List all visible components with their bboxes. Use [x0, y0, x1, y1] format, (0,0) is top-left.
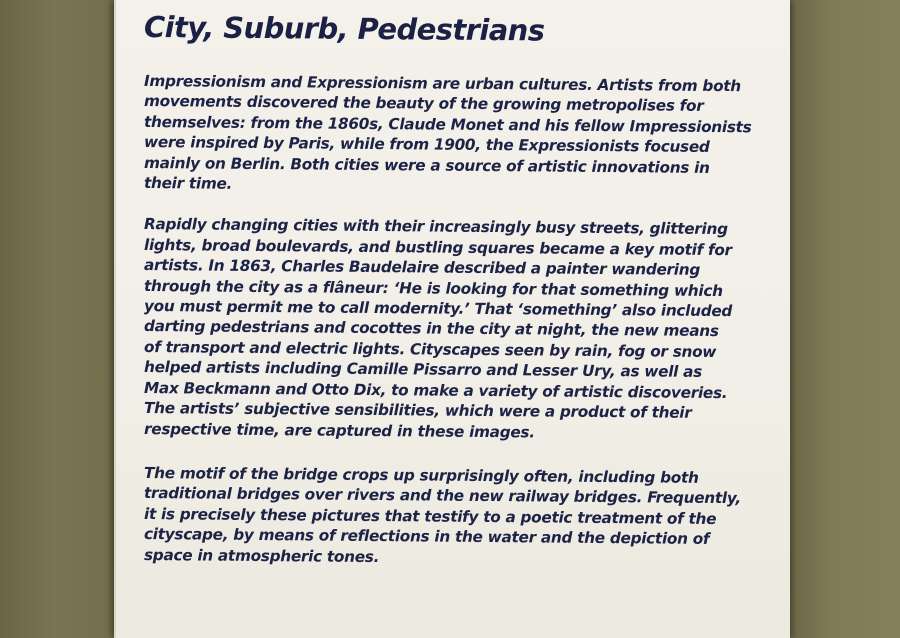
paragraph-3	[144, 463, 784, 571]
text-line: The artists’ subjective sensibilities, which were a product of their	[144, 399, 692, 422]
text-line: through the city as a flâneur: ‘He is looking for that something which	[144, 276, 723, 300]
text-line: cityscape, by means of reflections in the water and the depiction of	[144, 525, 710, 549]
text-line: were inspired by Paris, while from 1900, the Expressionists focused	[144, 133, 710, 157]
text-line: their time.	[144, 174, 233, 193]
text-line: Rapidly changing cities with their increasingly busy streets, glittering	[144, 215, 728, 239]
text-line: traditional bridges over rivers and the new railway bridges. Frequently,	[144, 484, 741, 508]
text-line: Max Beckmann and Otto Dix, to make a variety of artistic discoveries.	[144, 378, 728, 402]
panel-text	[144, 8, 784, 571]
text-line: lights, broad boulevards, and bustling squares became a key motif for	[144, 235, 732, 259]
text-line: movements discovered the beauty of the growing metropolises for	[144, 92, 704, 116]
text-line: helped artists including Camille Pissarro and Lesser Ury, as well as	[144, 358, 702, 382]
text-line: respective time, are captured in these images.	[144, 419, 535, 441]
text-line: artists. In 1863, Charles Baudelaire described a painter wandering	[144, 256, 700, 280]
text-line: mainly on Berlin. Both cities were a source of artistic innovations in	[144, 153, 710, 177]
paragraph-2	[144, 214, 784, 444]
text-line: Impressionism and Expressionism are urban cultures. Artists from both	[144, 72, 741, 96]
text-line: you must permit me to call modernity.’ That ‘something’ also included	[144, 297, 733, 321]
text-line: themselves: from the 1860s, Claude Monet and his fellow Impressionists	[144, 112, 752, 137]
text-line: darting pedestrians and cocottes in the city at night, the new means	[144, 317, 719, 341]
wall-right	[788, 0, 900, 638]
text-line: space in atmospheric tones.	[144, 545, 380, 566]
panel-edge	[114, 0, 116, 638]
text-line: The motif of the bridge crops up surprisingly often, including both	[144, 463, 699, 487]
text-line: of transport and electric lights. Cityscapes seen by rain, fog or snow	[144, 337, 717, 361]
panel-title: City, Suburb, Pedestrians	[144, 10, 545, 48]
text-line: it is precisely these pictures that testify to a poetic treatment of the	[144, 504, 717, 528]
paragraph-1	[144, 71, 784, 199]
